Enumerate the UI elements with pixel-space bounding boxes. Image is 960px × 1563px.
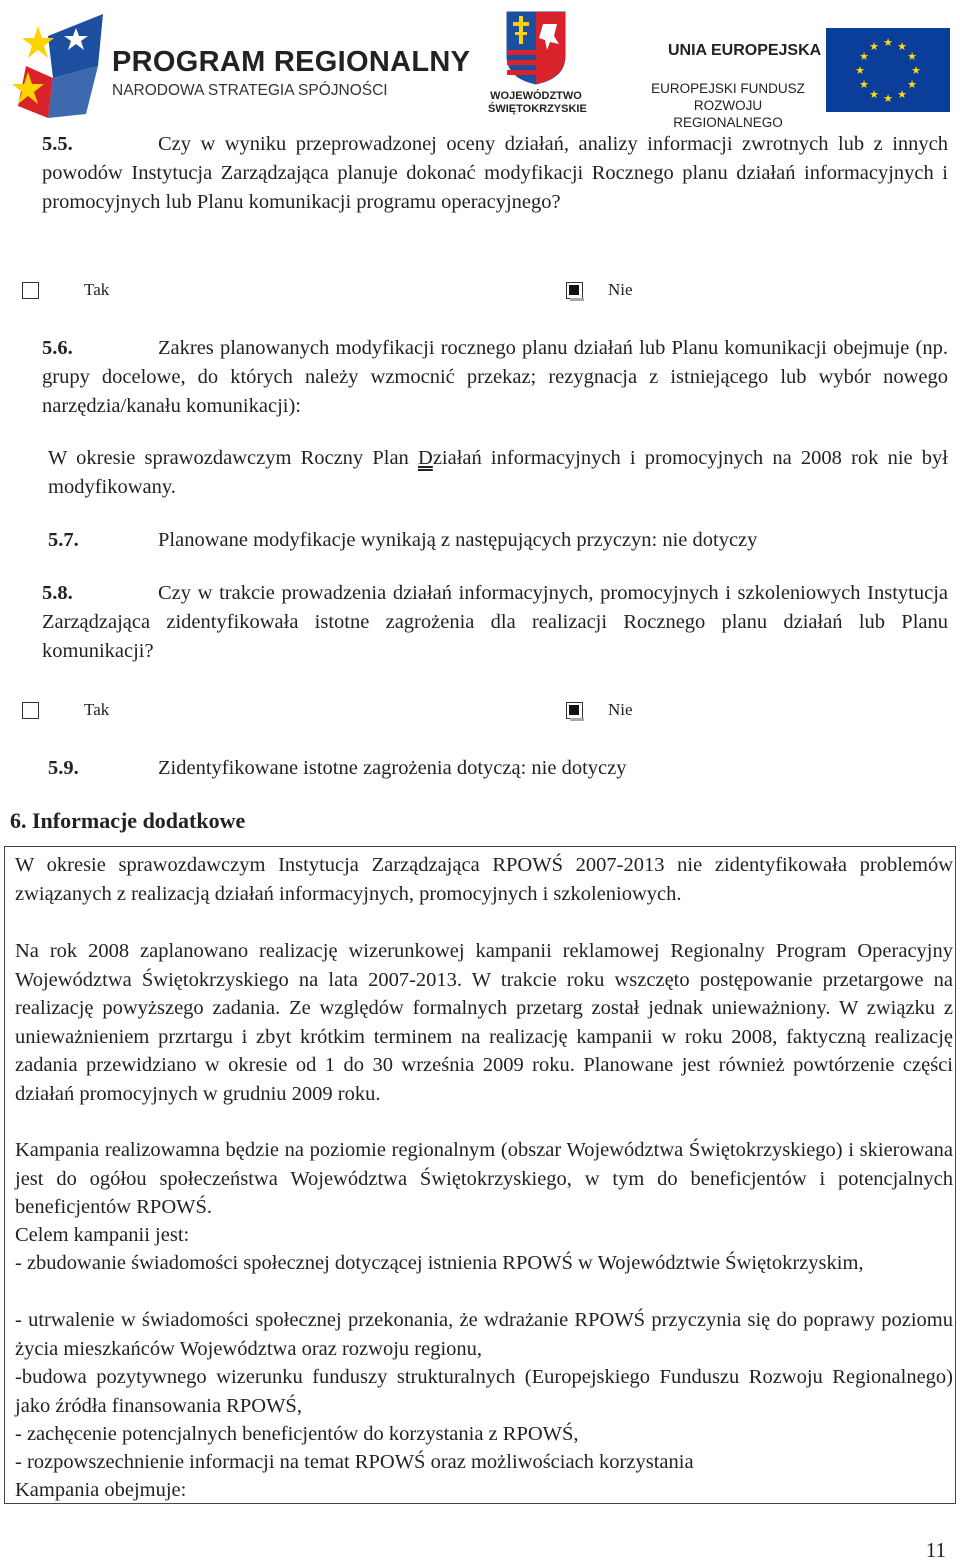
answer-text: W okresie sprawozdawczym Roczny Plan [48, 447, 418, 469]
star-flag-icon [8, 6, 108, 118]
goal-item-5: - rozpowszechnienie informacji na temat RPOWŚ oraz możliwościach korzystania [15, 1451, 694, 1473]
page-number: 11 [925, 1538, 946, 1562]
svg-text:★: ★ [859, 78, 869, 91]
question-text: Zidentyfikowane istotne zagrożenia dotyczą: nie dotyczy [158, 757, 627, 779]
info-paragraph-3: Kampania realizowamna będzie na poziomie regionalnym (obszar Województwa Świętokrzyskiego) i skierowana jest do ogółou społeczeństwa Województwa Świętokrzyskiego, w tym do beneficjentów i potencjalnych beneficjentów RPOWŚ. [15, 1139, 953, 1218]
eu-title: UNIA EUROPEJSKA [668, 42, 822, 59]
question-5-7 [48, 526, 948, 555]
program-regionalny-logo [8, 6, 471, 118]
eu-fund-name [642, 80, 814, 131]
checkbox-tak-5-8[interactable] [22, 702, 39, 719]
section-title: 6. Informacje dodatkowe [10, 808, 246, 833]
checkbox-label: Tak [84, 700, 110, 719]
question-number: 5.5. [42, 133, 73, 155]
eu-flag-icon [826, 28, 950, 112]
checkbox-tak-5-5[interactable] [22, 282, 39, 299]
info-paragraph-4: Celem kampanii jest: [15, 1224, 190, 1246]
answer-text: ziałań informacyjnych i promocyjnych na 2008 rok nie był modyfikowany. [48, 447, 948, 498]
checkbox-label: Nie [608, 280, 633, 299]
question-number: 5.6. [42, 337, 73, 359]
goal-item-2: - utrwalenie w świadomości społecznej przekonania, że wdrażanie RPOWŚ przyczynia się do poprawy poziomu życia mieszkańców Województwa oraz rozwoju regionu, [15, 1309, 953, 1360]
question-text: Zakres planowanych modyfikacji rocznego planu działań lub Planu komunikacji obejmuje (np. grupy docelowe, do których należy wzmocnić przekaz; rezygnacja z istniejącego lub wybór nowego narzędzia/kanału komunikacji): [42, 337, 948, 417]
region-line1: WOJEWÓDZTWO [490, 90, 582, 102]
svg-text:★: ★ [883, 92, 893, 105]
svg-text:★: ★ [897, 88, 907, 101]
question-text: Czy w trakcie prowadzenia działań informacyjnych, promocyjnych i szkoleniowych Instytucja Zarządzająca zidentyfikowała istotne zagrożenia dla realizacji Rocznego planu działań lub Planu komunikacji? [42, 582, 948, 662]
eu-logo [638, 28, 950, 130]
svg-text:★: ★ [883, 36, 893, 49]
info-paragraph-1: W okresie sprawozdawczym Instytucja Zarządzająca RPOWŚ 2007-2013 nie zidentyfikowała problemów związanych z realizacją działań informacyjnych, promocyjnych i szkoleniowych. [15, 854, 953, 905]
question-5-5 [42, 130, 948, 217]
answer-underlined: D [418, 447, 433, 469]
checkbox-nie-5-5[interactable] [566, 282, 583, 299]
question-5-9 [48, 754, 948, 783]
svg-text:★: ★ [869, 88, 879, 101]
svg-text:★: ★ [897, 40, 907, 53]
svg-text:★: ★ [911, 64, 921, 77]
checkbox-label: Nie [608, 700, 633, 719]
wojewodztwo-logo [488, 6, 587, 118]
question-5-6 [42, 334, 948, 421]
program-title: PROGRAM REGIONALNY [112, 46, 471, 78]
goal-item-4: - zachęcenie potencjalnych beneficjentów do korzystania z RPOWŚ, [15, 1423, 579, 1445]
program-subtitle: NARODOWA STRATEGIA SPÓJNOŚCI [112, 82, 388, 99]
question-number: 5.7. [48, 529, 79, 551]
answer-row-5-8 [22, 700, 662, 726]
question-number: 5.8. [42, 582, 73, 604]
region-name [488, 90, 587, 116]
question-text: Planowane modyfikacje wynikają z następujących przyczyn: nie dotyczy [158, 529, 758, 551]
info-paragraph-2: Na rok 2008 zaplanowano realizację wizerunkowej kampanii reklamowej Regionalny Program Operacyjny Województwa Świętokrzyskiego na lata 2007-2013. W trakcie roku wszczęto postępowanie przetargowe na realizację powyższego zadania. Ze względów formalnych przetarg został jednak unieważniony. W związku z unieważnieniem przrtargu i zbyt krótkim terminem na realizację kampanii w roku 2008, faktyczną realizację zadania przewidziano w okresie od 1 do 30 września 2009 roku. Planowane jest również powtórzenie części działań promocyjnych w grudniu 2009 roku. [15, 940, 953, 1105]
eu-fund-line1: EUROPEJSKI FUNDUSZ [651, 81, 805, 96]
answer-5-6 [48, 444, 948, 502]
checkbox-nie-5-8[interactable] [566, 702, 583, 719]
svg-text:★: ★ [869, 40, 879, 53]
question-5-8 [42, 579, 948, 666]
question-text: Czy w wyniku przeprowadzonej oceny działań, analizy informacji zwrotnych lub z innych powodów Instytucja Zarządzająca planuje dokonać modyfikacji Rocznego planu działań informacyjnych i promocyjnych lub Planu komunikacji programu operacyjnego? [42, 133, 948, 213]
goal-item-3: -budowa pozytywnego wizerunku funduszy strukturalnych (Europejskiego Funduszu Rozwoju Regionalnego) jako źródła finansowania RPOWŚ, [15, 1366, 953, 1417]
svg-text:★: ★ [855, 64, 865, 77]
svg-text:★: ★ [907, 50, 917, 63]
svg-text:★: ★ [859, 50, 869, 63]
checkbox-label: Tak [84, 280, 110, 299]
answer-row-5-5 [22, 280, 662, 306]
question-number: 5.9. [48, 757, 79, 779]
info-paragraph-5: Kampania obejmuje: [15, 1479, 187, 1501]
region-line2: ŚWIĘTOKRZYSKIE [488, 103, 587, 115]
eu-fund-line2: ROZWOJU REGIONALNEGO [673, 98, 783, 130]
goal-item-1: - zbudowanie świadomości społecznej dotyczącej istnienia RPOWŚ w Województwie Świętokrzyskim, [15, 1252, 864, 1274]
additional-info-box [4, 846, 956, 1504]
svg-text:★: ★ [907, 78, 917, 91]
coat-of-arms-icon [505, 10, 567, 86]
